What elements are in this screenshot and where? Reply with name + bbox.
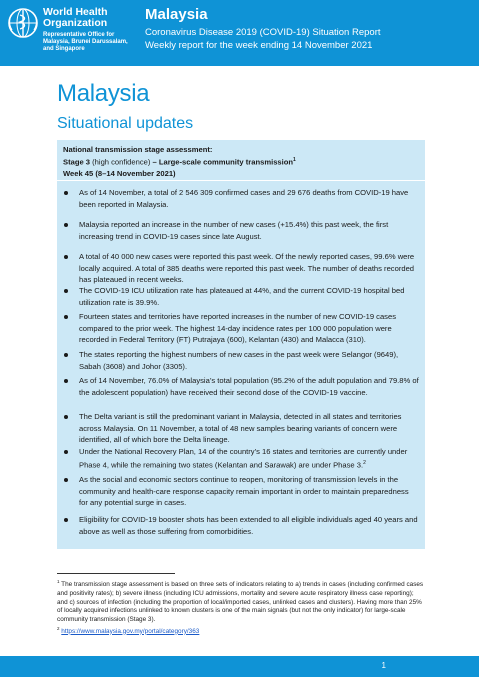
footnote-ref-2[interactable]: 2 <box>363 459 366 466</box>
bullet-icon <box>64 518 68 522</box>
header-title: Coronavirus Disease 2019 (COVID-19) Situation Report <box>145 27 381 38</box>
footnote-2-mark: 2 <box>57 625 60 631</box>
footnote-1-mark: 1 <box>57 579 60 584</box>
list-item-text: The Delta variant is still the predominant variant in Malaysia, detected in all states and territories across Malaysia. On 11 November, a total of 48 new samples bearing variants of concern were identified, all of which bore the Delta lineage. <box>79 412 402 444</box>
header-week: Weekly report for the week ending 14 November 2021 <box>145 40 373 51</box>
list-item-text <box>79 446 419 471</box>
org-subtitle: Representative Office for Malaysia, Brunei Darussalam, and Singapore <box>43 32 128 52</box>
footnote-2 <box>57 625 425 637</box>
footnote-divider <box>57 573 175 574</box>
footnotes <box>57 578 425 636</box>
assessment-stage <box>63 155 425 168</box>
report-header <box>0 0 479 66</box>
assessment-week: Week 45 (8–14 November 2021) <box>63 168 176 178</box>
page-title: Malaysia <box>57 80 150 107</box>
list-item-text: A total of 40 000 new cases were reported this past week. Of the newly reported cases, 99.6% were locally acquired. A total of 385 deaths were reported this past week. The number of deaths recorded has plateaued in recent weeks. <box>79 252 415 284</box>
bullet-icon <box>64 289 68 293</box>
footnote-ref-1[interactable]: 1 <box>293 157 296 163</box>
list-item-text: As the social and economic sectors continue to reopen, monitoring of transmission levels in the community and health-care response capacity remain important in order to maintain preparedness for any potential surge in cases. <box>79 475 409 507</box>
footnote-1-text: The transmission stage assessment is based on three sets of indicators relating to a) trends in cases (including confirmed cases and positivity rates); b) severe illness (including ICU admissions, mortality and severe acute respiratory illness case reporting); and c) sources of infection (including the proportion of local/imported cases, unlinked cases and clusters). Having more than 25% of locally acquired infections unlinked to known clusters is one of the main signals (but not the only indicator) for large-scale community transmission (Stage 3). <box>57 581 424 623</box>
footnote-2-link[interactable]: https://www.malaysia.gov.my/portal/category/363 <box>61 627 200 635</box>
bullet-icon <box>64 353 68 357</box>
bullet-icon <box>64 415 68 419</box>
bullet-icon <box>64 450 68 454</box>
transmission-assessment-box <box>57 140 425 180</box>
list-item-text: Fourteen states and territories have reported increases in the number of new COVID-19 cases compared to the prior week. The highest 14-day incidence rates per 100 000 population were recorded in Federal Territory (FT) Putrajaya (600), Kelantan (430) and Malacca (310). <box>79 312 396 344</box>
list-item-text: The COVID-19 ICU utilization rate has plateaued at 44%, and the current COVID-19 hospital bed utilization rate is 39.9%. <box>79 286 405 307</box>
list-item-text: Eligibility for COVID-19 booster shots has been extended to all eligible individuals aged 40 years and above as well as those suffering from comorbidities. <box>79 515 418 536</box>
bullet-icon <box>64 255 68 259</box>
assessment-heading: National transmission stage assessment: <box>63 145 213 154</box>
org-name: World Health Organization <box>43 6 108 29</box>
who-emblem-icon <box>6 6 40 40</box>
list-item-text: The states reporting the highest numbers of new cases in the past week were Selangor (9649), Sabah (3608) and Johor (3305). <box>79 350 399 371</box>
bullet-icon <box>64 478 68 482</box>
list-item-body: Under the National Recovery Plan, 14 of the country’s 16 states and territories are currently under Phase 4, while the remaining two states (Kelantan and Sarawak) are under Phase 3. <box>79 447 408 470</box>
bullet-icon <box>64 315 68 319</box>
stage-confidence: (high confidence) <box>90 157 153 167</box>
stage-description: – Large-scale community transmission <box>152 157 294 167</box>
situational-updates-list <box>57 181 425 549</box>
list-item-text: Malaysia reported an increase in the number of new cases (+15.4%) this past week, the first increasing trend in COVID-19 cases since late August. <box>79 220 389 241</box>
bullet-icon <box>64 379 68 383</box>
page-footer <box>0 656 479 677</box>
bullet-icon <box>64 223 68 227</box>
stage-label: Stage 3 <box>63 157 91 167</box>
footnote-1 <box>57 578 425 625</box>
page-number: 1 <box>381 661 386 670</box>
list-item-text: As of 14 November, 76.0% of Malaysia’s total population (95.2% of the adult population and 79.8% of the adolescent population) have received their second dose of the COVID-19 vaccine. <box>79 376 419 397</box>
list-item-text: As of 14 November, a total of 2 546 309 confirmed cases and 29 676 deaths from COVID-19 have been reported in Malaysia. <box>79 188 409 209</box>
header-country: Malaysia <box>145 6 208 23</box>
section-title: Situational updates <box>57 115 194 132</box>
bullet-icon <box>64 191 68 195</box>
